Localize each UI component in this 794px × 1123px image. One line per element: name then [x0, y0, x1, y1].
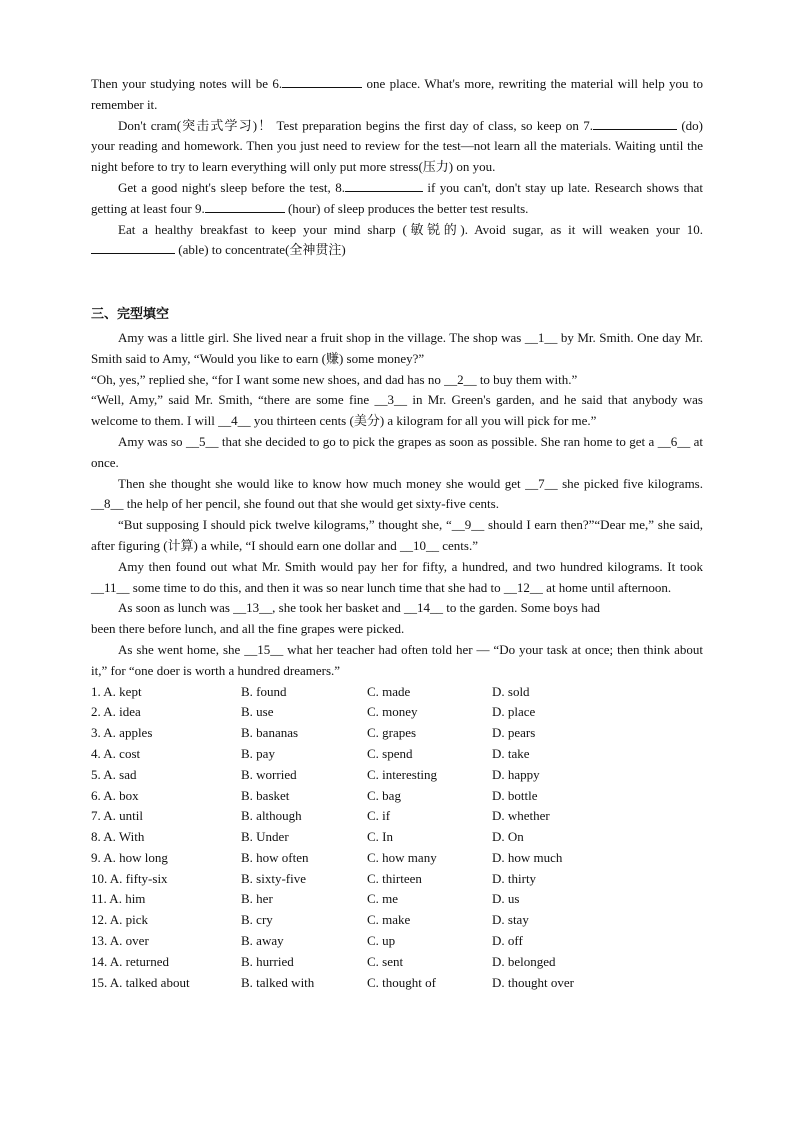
cloze-paragraph: “But supposing I should pick twelve kilograms,” thought she, “__9__ should I earn then?”“Dear me,” she said, after figuring (计算) a while, “I should earn one dollar and __10__ cents.” [91, 517, 703, 553]
option-5-c[interactable]: C. interesting [367, 766, 438, 782]
cloze-paragraph: “Well, Amy,” said Mr. Smith, “there are some fine __3__ in Mr. Green's garden, and he said that anybody was welcome to them. I will __4__ you thirteen cents (美分) a kilogram for all you will pick for me.” [91, 392, 703, 429]
passage-text: (do) your reading and homework. Then you just need to review for the test—not learn all the materials. Waiting until the night before to try to learn everything will only put more stress(压力) on you. [91, 117, 703, 175]
cloze-paragraph: “Oh, yes,” replied she, “for I want some new shoes, and dad has no __2__ to buy them with.” [91, 371, 578, 387]
option-11-b[interactable]: B. her [241, 891, 273, 907]
worksheet-page [91, 74, 703, 993]
option-8-d[interactable]: D. On [492, 829, 524, 845]
option-9-d[interactable]: D. how much [492, 849, 563, 865]
cloze-paragraph: Amy then found out what Mr. Smith would pay her for fifty, a hundred, and two hundred kilograms. It took __11__ some time to do this, and then it was so near lunch time that she had to __12__ at home until afternoon. [91, 558, 703, 595]
cloze-paragraph: been there before lunch, and all the fine grapes were picked. [91, 621, 405, 637]
option-8-b[interactable]: B. Under [241, 829, 289, 845]
option-12-b[interactable]: B. cry [241, 912, 273, 928]
option-5-b[interactable]: B. worried [241, 766, 297, 782]
option-4-c[interactable]: C. spend [367, 745, 413, 761]
option-row-8 [91, 827, 703, 848]
cloze-paragraph: Amy was so __5__ that she decided to go to pick the grapes as soon as possible. She ran home to get a __6__ at once. [91, 433, 703, 470]
passage-paragraph [91, 74, 703, 116]
option-row-11 [91, 889, 703, 910]
option-3-a[interactable]: 3. A. apples [91, 725, 153, 741]
answer-blank-7[interactable] [593, 116, 677, 130]
option-9-a[interactable]: 9. A. how long [91, 849, 168, 865]
option-9-b[interactable]: B. how often [241, 849, 309, 865]
option-row-13 [91, 931, 703, 952]
option-2-b[interactable]: B. use [241, 704, 274, 720]
option-14-b[interactable]: B. hurried [241, 953, 294, 969]
option-row-12 [91, 910, 703, 931]
answer-blank-6[interactable] [282, 74, 362, 88]
option-11-c[interactable]: C. me [367, 891, 399, 907]
passage-text: Get a good night's sleep before the test, 8. [118, 179, 345, 195]
options-list [91, 682, 703, 994]
option-row-9 [91, 848, 703, 869]
section-title: 三、完型填空 [91, 307, 170, 323]
option-13-b[interactable]: B. away [241, 933, 284, 949]
passage-text: Then your studying notes will be 6. [91, 76, 283, 91]
option-14-c[interactable]: C. sent [367, 953, 404, 969]
option-6-a[interactable]: 6. A. box [91, 787, 139, 803]
cloze-paragraph: As soon as lunch was __13__, she took her basket and __14__ to the garden. Some boys had [118, 600, 601, 616]
option-3-d[interactable]: D. pears [492, 725, 536, 741]
passage-text: Eat a healthy breakfast to keep your mind sharp (敏锐的). Avoid sugar, as it will weaken your 10. [118, 221, 703, 237]
option-row-3 [91, 723, 703, 744]
option-10-b[interactable]: B. sixty-five [241, 870, 306, 886]
cloze-passage [91, 328, 703, 682]
option-1-b[interactable]: B. found [241, 683, 287, 699]
option-15-c[interactable]: C. thought of [367, 974, 436, 990]
option-11-a[interactable]: 11. A. him [91, 891, 146, 907]
option-12-c[interactable]: C. make [367, 912, 411, 928]
option-8-a[interactable]: 8. A. With [91, 829, 145, 845]
option-15-b[interactable]: B. talked with [241, 974, 315, 990]
reading-passage [91, 74, 703, 261]
passage-text: if you can't, don't stay up late. Research shows that getting at least four 9. [91, 179, 703, 216]
option-1-c[interactable]: C. made [367, 683, 411, 699]
option-8-c[interactable]: C. In [367, 829, 393, 845]
option-3-b[interactable]: B. bananas [241, 725, 299, 741]
option-2-c[interactable]: C. money [367, 704, 418, 720]
option-row-1 [91, 682, 703, 703]
option-10-d[interactable]: D. thirty [492, 870, 537, 886]
option-2-a[interactable]: 2. A. idea [91, 704, 141, 720]
option-4-b[interactable]: B. pay [241, 745, 275, 761]
option-11-d[interactable]: D. us [492, 891, 520, 907]
option-7-d[interactable]: D. whether [492, 808, 550, 824]
option-5-d[interactable]: D. happy [492, 766, 540, 782]
cloze-paragraph: Amy was a little girl. She lived near a fruit shop in the village. The shop was __1__ by Mr. Smith. One day Mr. Smith said to Amy, “Would you like to earn (赚) some money?” [91, 329, 703, 366]
option-12-a[interactable]: 12. A. pick [91, 912, 149, 928]
option-row-10 [91, 869, 703, 890]
option-row-15 [91, 973, 703, 994]
passage-paragraph [91, 178, 703, 220]
option-row-2 [91, 702, 703, 723]
option-3-c[interactable]: C. grapes [367, 725, 417, 741]
passage-text: one place. What's more, rewriting the material will help you to remember it. [91, 76, 703, 112]
option-4-a[interactable]: 4. A. cost [91, 745, 141, 761]
cloze-paragraph: Then she thought she would like to know how much money she would get __7__ she picked five kilograms. __8__ the help of her pencil, she found out that she would get sixty-five cents. [91, 475, 703, 512]
cloze-paragraph: As she went home, she __15__ what her teacher had often told her — “Do your task at once; then think about it,” for “one doer is worth a hundred dreamers.” [91, 641, 703, 678]
passage-text: Don't cram(突击式学习)！ Test preparation begins the first day of class, so keep on 7. [118, 117, 593, 133]
option-10-c[interactable]: C. thirteen [367, 870, 422, 886]
option-row-5 [91, 765, 703, 786]
option-7-a[interactable]: 7. A. until [91, 808, 144, 824]
option-row-6 [91, 786, 703, 807]
answer-blank-10[interactable] [91, 240, 175, 254]
option-4-d[interactable]: D. take [492, 745, 530, 761]
option-1-a[interactable]: 1. A. kept [91, 683, 142, 699]
option-13-d[interactable]: D. off [492, 933, 523, 949]
passage-text: (able) to concentrate(全神贯注) [175, 242, 346, 258]
passage-paragraph [91, 116, 703, 178]
option-7-c[interactable]: C. if [367, 808, 391, 824]
option-2-d[interactable]: D. place [492, 704, 536, 720]
option-14-d[interactable]: D. belonged [492, 953, 556, 969]
option-6-c[interactable]: C. bag [367, 787, 401, 803]
option-14-a[interactable]: 14. A. returned [91, 953, 169, 969]
option-15-d[interactable]: D. thought over [492, 974, 574, 990]
option-15-a[interactable]: 15. A. talked about [91, 974, 190, 990]
option-7-b[interactable]: B. although [241, 808, 302, 824]
option-12-d[interactable]: D. stay [492, 912, 529, 928]
answer-blank-8[interactable] [345, 178, 423, 192]
option-row-4 [91, 744, 703, 765]
option-13-a[interactable]: 13. A. over [91, 933, 149, 949]
passage-paragraph [91, 220, 703, 262]
option-row-14 [91, 952, 703, 973]
option-6-d[interactable]: D. bottle [492, 787, 538, 803]
option-row-7 [91, 806, 703, 827]
passage-text: (hour) of sleep produces the better test results. [284, 200, 529, 216]
option-10-a[interactable]: 10. A. fifty-six [91, 870, 168, 886]
option-5-a[interactable]: 5. A. sad [91, 766, 137, 782]
option-9-c[interactable]: C. how many [367, 849, 437, 865]
option-6-b[interactable]: B. basket [241, 787, 290, 803]
answer-blank-9[interactable] [205, 199, 285, 213]
option-13-c[interactable]: C. up [367, 933, 396, 949]
option-1-d[interactable]: D. sold [492, 683, 530, 699]
